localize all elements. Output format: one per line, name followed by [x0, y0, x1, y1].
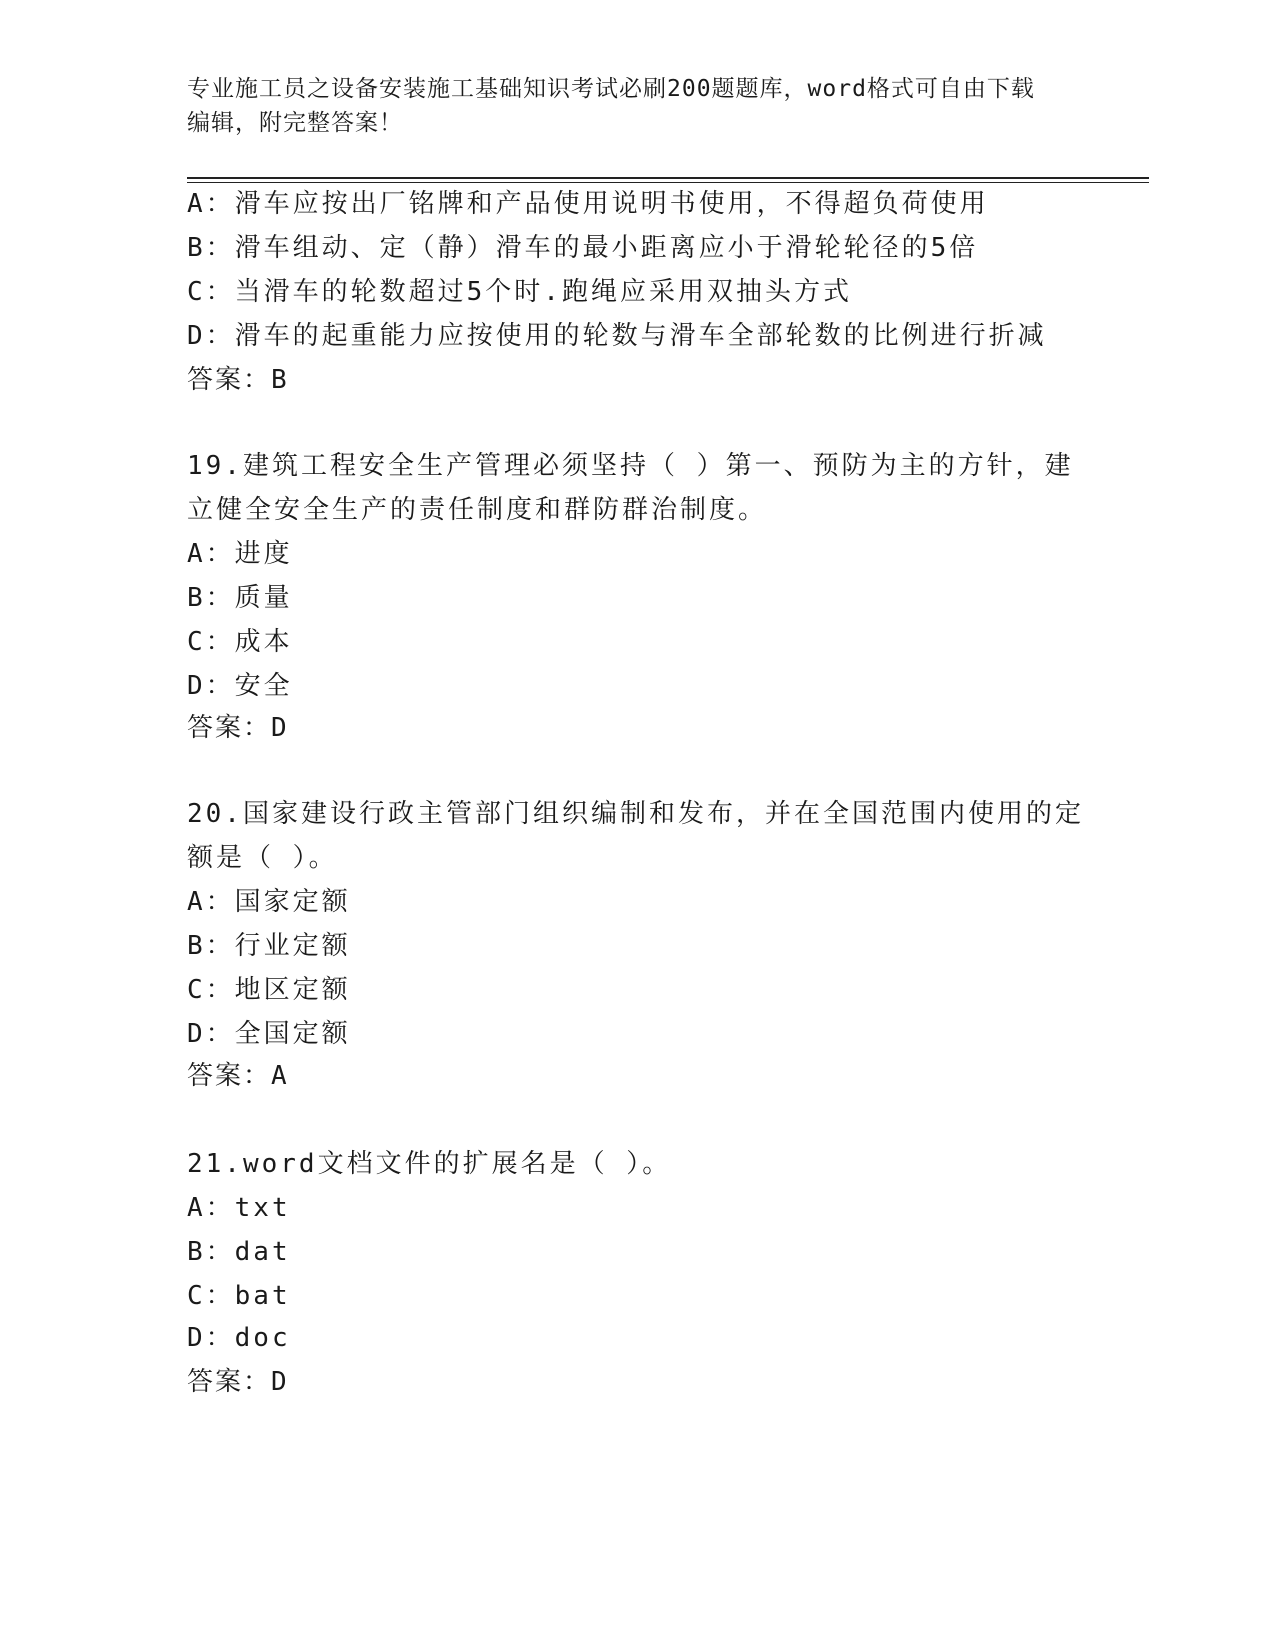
q21-option-a: A：txt [187, 1193, 291, 1223]
q18-option-c: C：当滑车的轮数超过5个时.跑绳应采用双抽头方式 [187, 277, 852, 307]
q20-stem-line-1: 20.国家建设行政主管部门组织编制和发布，并在全国范围内使用的定 [187, 799, 1084, 829]
q20-option-c: C：地区定额 [187, 975, 351, 1005]
q19-answer: 答案：D [187, 713, 289, 743]
header-divider-thick [187, 177, 1149, 179]
q20-option-a: A：国家定额 [187, 887, 351, 917]
q20-stem-line-2: 额是（ ）。 [187, 843, 338, 873]
q21-option-d: D：doc [187, 1323, 291, 1353]
q21-option-b: B：dat [187, 1237, 291, 1267]
q18-answer: 答案：B [187, 365, 289, 395]
q19-option-d: D：安全 [187, 671, 293, 701]
q21-answer: 答案：D [187, 1367, 289, 1397]
q21-option-c: C：bat [187, 1281, 291, 1311]
q20-answer: 答案：A [187, 1061, 289, 1091]
q19-option-a: A：进度 [187, 539, 293, 569]
q20-option-d: D：全国定额 [187, 1019, 351, 1049]
q18-option-d: D：滑车的起重能力应按使用的轮数与滑车全部轮数的比例进行折减 [187, 321, 1047, 351]
q19-option-c: C：成本 [187, 627, 293, 657]
header-divider-thin [187, 182, 1149, 183]
q21-stem-line-1: 21.word文档文件的扩展名是（ ）。 [187, 1149, 672, 1179]
header-line-2: 编辑，附完整答案！ [187, 110, 403, 136]
document-header [187, 72, 1087, 140]
q19-stem-line-2: 立健全安全生产的责任制度和群防群治制度。 [187, 495, 768, 525]
q19-stem-line-1: 19.建筑工程安全生产管理必须坚持（ ）第一、预防为主的方针，建 [187, 451, 1074, 481]
q18-option-a: A：滑车应按出厂铭牌和产品使用说明书使用，不得超负荷使用 [187, 189, 989, 219]
q18-option-b: B：滑车组动、定（静）滑车的最小距离应小于滑轮轮径的5倍 [187, 233, 979, 263]
header-line-1: 专业施工员之设备安装施工基础知识考试必刷200题题库，word格式可自由下载 [187, 76, 1035, 102]
q20-option-b: B：行业定额 [187, 931, 351, 961]
q19-option-b: B：质量 [187, 583, 293, 613]
